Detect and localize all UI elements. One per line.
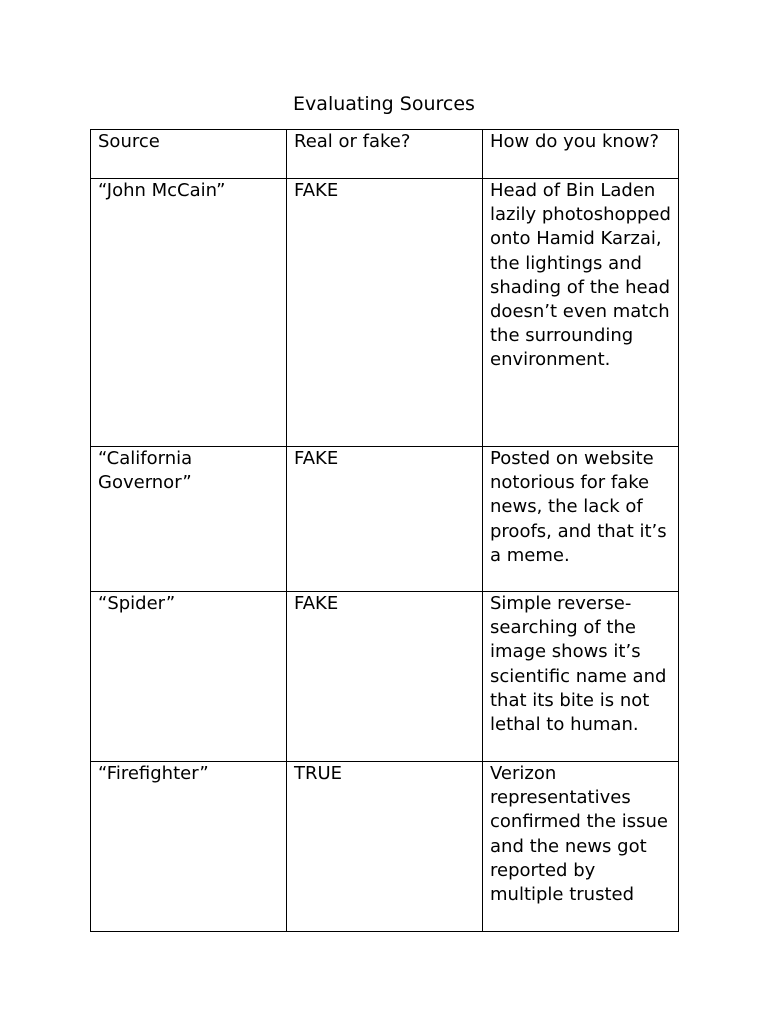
sources-table	[90, 129, 679, 932]
document-title: Evaluating Sources	[293, 93, 475, 115]
table-row	[91, 179, 679, 447]
source-cell: “John McCain”	[91, 179, 287, 447]
header-real-or-fake: Real or fake?	[287, 130, 483, 179]
reason-cell: Head of Bin Laden lazily photoshopped onto Hamid Karzai, the lightings and shading of the head doesn’t even match the surrounding environment.	[483, 179, 679, 447]
verdict-cell: FAKE	[287, 592, 483, 762]
verdict-cell: FAKE	[287, 447, 483, 592]
reason-cell: Posted on website notorious for fake news, the lack of proofs, and that it’s a meme.	[483, 447, 679, 592]
source-cell: “California Governor”	[91, 447, 287, 592]
reason-cell: Verizon representatives confirmed the issue and the news got reported by multiple trusted	[483, 762, 679, 932]
header-how-do-you-know: How do you know?	[483, 130, 679, 179]
table-row	[91, 447, 679, 592]
source-cell: “Spider”	[91, 592, 287, 762]
table-row	[91, 592, 679, 762]
reason-cell: Simple reverse-searching of the image shows it’s scientific name and that its bite is not lethal to human.	[483, 592, 679, 762]
table-header-row	[91, 130, 679, 179]
verdict-cell: TRUE	[287, 762, 483, 932]
verdict-cell: FAKE	[287, 179, 483, 447]
header-source: Source	[91, 130, 287, 179]
source-cell: “Firefighter”	[91, 762, 287, 932]
table-row	[91, 762, 679, 932]
